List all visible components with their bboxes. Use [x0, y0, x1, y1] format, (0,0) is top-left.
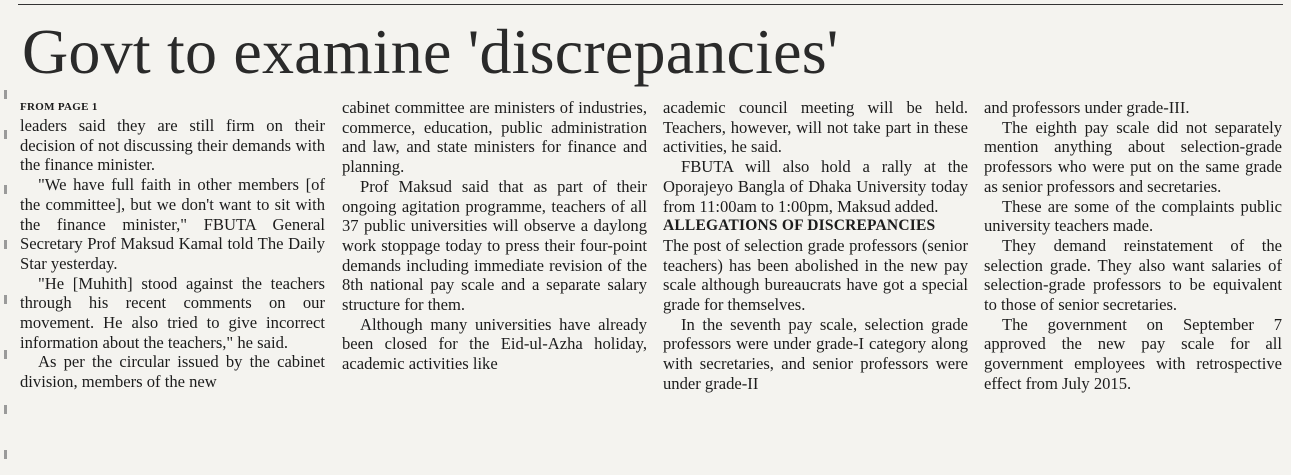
paragraph: As per the circular issued by the cabinet division, members of the new	[20, 352, 325, 392]
paragraph: "We have full faith in other members [of the committee], but we don't want to sit with the finance minister," FBUTA General Secretary Prof Maksud Kamal told The Daily Star yesterday.	[20, 175, 325, 273]
paragraph: They demand reinstatement of the selection grade. They also want salaries of selection-grade professors to be equivalent to those of senior secretaries.	[984, 235, 1282, 315]
margin-marks	[2, 90, 10, 470]
headline: Govt to examine 'discrepancies'	[22, 16, 839, 87]
paragraph: "He [Muhith] stood against the teachers through his recent comments on our movement. He also tried to give incorrect information about the teachers," he said.	[20, 273, 325, 352]
paragraph: FBUTA will also hold a rally at the Oporajeyo Bangla of Dhaka University today from 11:00am to 1:00pm, Maksud added.	[663, 157, 968, 216]
paragraph: These are some of the complaints public university teachers made.	[984, 196, 1282, 236]
article-column-3	[663, 98, 968, 394]
article-column-4	[984, 98, 1282, 394]
subheading: ALLEGATIONS OF DISCREPANCIES	[663, 217, 936, 235]
article-column-2	[342, 98, 647, 374]
top-rule	[18, 4, 1283, 5]
paragraph: The post of selection grade professors (senior teachers) has been abolished in the new pay scale although bureaucrats have got a special grade for themselves.	[663, 235, 968, 315]
article-column-1	[20, 100, 325, 392]
paragraph: cabinet committee are ministers of industries, commerce, education, public administration and law, and state ministers for finance and planning.	[342, 98, 647, 177]
paragraph: In the seventh pay scale, selection grade professors were under grade-I category along with secretaries, and senior professors were under grade-II	[663, 314, 968, 393]
kicker: FROM PAGE 1	[20, 101, 98, 113]
paragraph: academic council meeting will be held. Teachers, however, will not take part in these activities, he said.	[663, 98, 968, 157]
paragraph: Although many universities have already been closed for the Eid-ul-Azha holiday, academic activities like	[342, 314, 647, 374]
paragraph: leaders said they are still firm on their decision of not discussing their demands with the finance minister.	[20, 116, 325, 175]
paragraph: Prof Maksud said that as part of their ongoing agitation programme, teachers of all 37 public universities will observe a daylong work stoppage today to press their four-point demands including immediate revision of the 8th national pay scale and a separate salary structure for them.	[342, 176, 647, 315]
paragraph: and professors under grade-III.	[984, 98, 1190, 117]
paragraph: The eighth pay scale did not separately mention anything about selection-grade professors who were put on the same grade as senior professors and secretaries.	[984, 117, 1282, 196]
paragraph: The government on September 7 approved the new pay scale for all government employees with retrospective effect from July 2015.	[984, 314, 1282, 393]
